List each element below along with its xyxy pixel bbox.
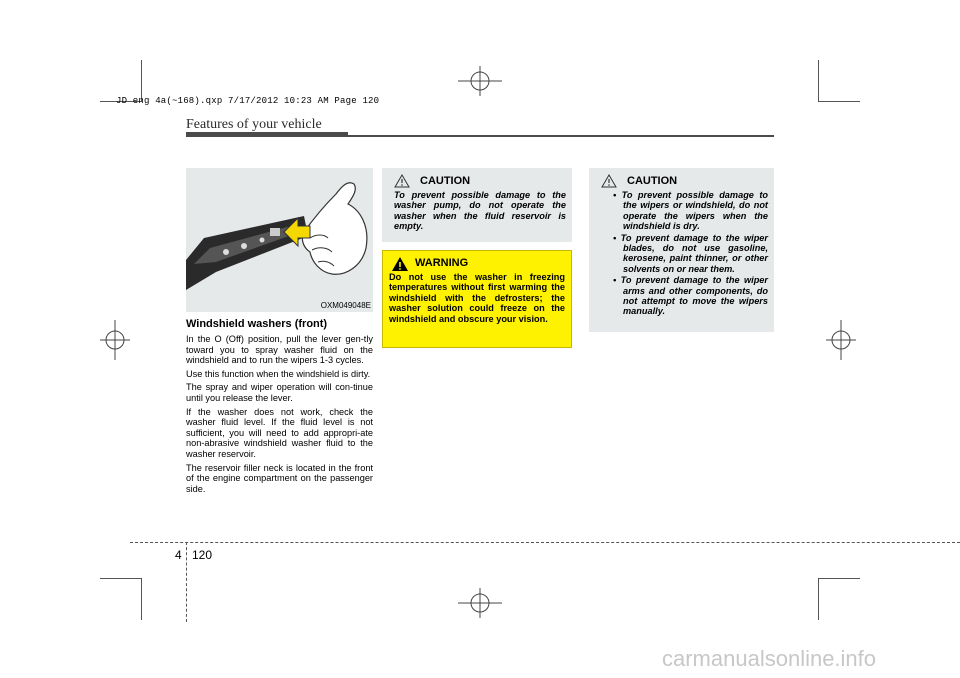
footer-dashed-divider xyxy=(186,542,187,622)
crop-mark xyxy=(818,578,819,620)
registration-mark-icon xyxy=(826,320,856,360)
crop-mark xyxy=(141,578,142,620)
caution-box-washer-pump xyxy=(382,168,572,242)
figure-panel xyxy=(186,168,373,312)
caution-triangle-icon xyxy=(601,174,617,188)
washer-body xyxy=(186,334,373,497)
warning-triangle-icon xyxy=(391,256,409,272)
caution-list xyxy=(601,190,768,317)
washer-paragraph: The reservoir filler neck is located in the front of the engine compartment on the passenger side. xyxy=(186,462,373,494)
washer-paragraph: The spray and wiper operation will con-tinue until you release the lever. xyxy=(186,382,373,403)
warning-title: WARNING xyxy=(415,257,469,269)
page-number: 120 xyxy=(192,548,213,562)
header-rule-accent xyxy=(186,132,348,137)
crop-mark xyxy=(818,60,819,102)
washer-paragraph: If the washer does not work, check the washer fluid level. If the fluid level is not sufficient, you will need to add appropri-ate non-abrasive windshield washer fluid to the washer reservoir. xyxy=(186,406,373,459)
footer-dashed-rule xyxy=(130,542,960,543)
print-header: JD eng 4a(~168).qxp 7/17/2012 10:23 AM Page 120 xyxy=(116,96,380,106)
caution-list-item: • To prevent possible damage to the wipers or windshield, do not operate the wipers when the windshield is dry. xyxy=(613,190,768,232)
caution-triangle-icon xyxy=(394,174,410,188)
washer-paragraph: In the O (Off) position, pull the lever gen-tly toward you to spray washer fluid on the windshield and to run the wipers 1-3 cycles. xyxy=(186,334,373,366)
registration-mark-icon xyxy=(458,588,502,618)
warning-box-freezing xyxy=(382,250,572,348)
caution-title: CAUTION xyxy=(420,175,471,187)
crop-mark xyxy=(100,578,142,579)
washer-paragraph: Use this function when the windshield is dirty. xyxy=(186,368,371,379)
warning-text: Do not use the washer in freezing temperatures without first warming the windshield with the defrosters; the washer solution could freeze on the windshield and obscure your vision. xyxy=(389,272,565,324)
site-watermark: carmanualsonline.info xyxy=(662,646,877,671)
caution-list-item: • To prevent damage to the wiper blades, do not use gasoline, kerosene, paint thinner, or other solvents on or near them. xyxy=(613,232,768,274)
crop-mark xyxy=(818,578,860,579)
caution-box-wipers xyxy=(589,168,774,332)
caution-list-item: • To prevent damage to the wiper arms and other components, do not attempt to move the wipers manually. xyxy=(613,275,768,317)
washer-heading: Windshield washers (front) xyxy=(186,318,328,330)
wiper-lever-illustration xyxy=(186,168,373,312)
figure-code: OXM049048E xyxy=(320,301,371,310)
crop-mark xyxy=(818,101,860,102)
registration-mark-icon xyxy=(458,66,502,96)
chapter-number: 4 xyxy=(175,548,182,562)
registration-mark-icon xyxy=(100,320,130,360)
section-title: Features of your vehicle xyxy=(186,117,322,132)
caution-title: CAUTION xyxy=(627,175,678,187)
caution-text: To prevent possible damage to the washer pump, do not operate the washer when the fluid reservoir is empty. xyxy=(394,190,566,232)
